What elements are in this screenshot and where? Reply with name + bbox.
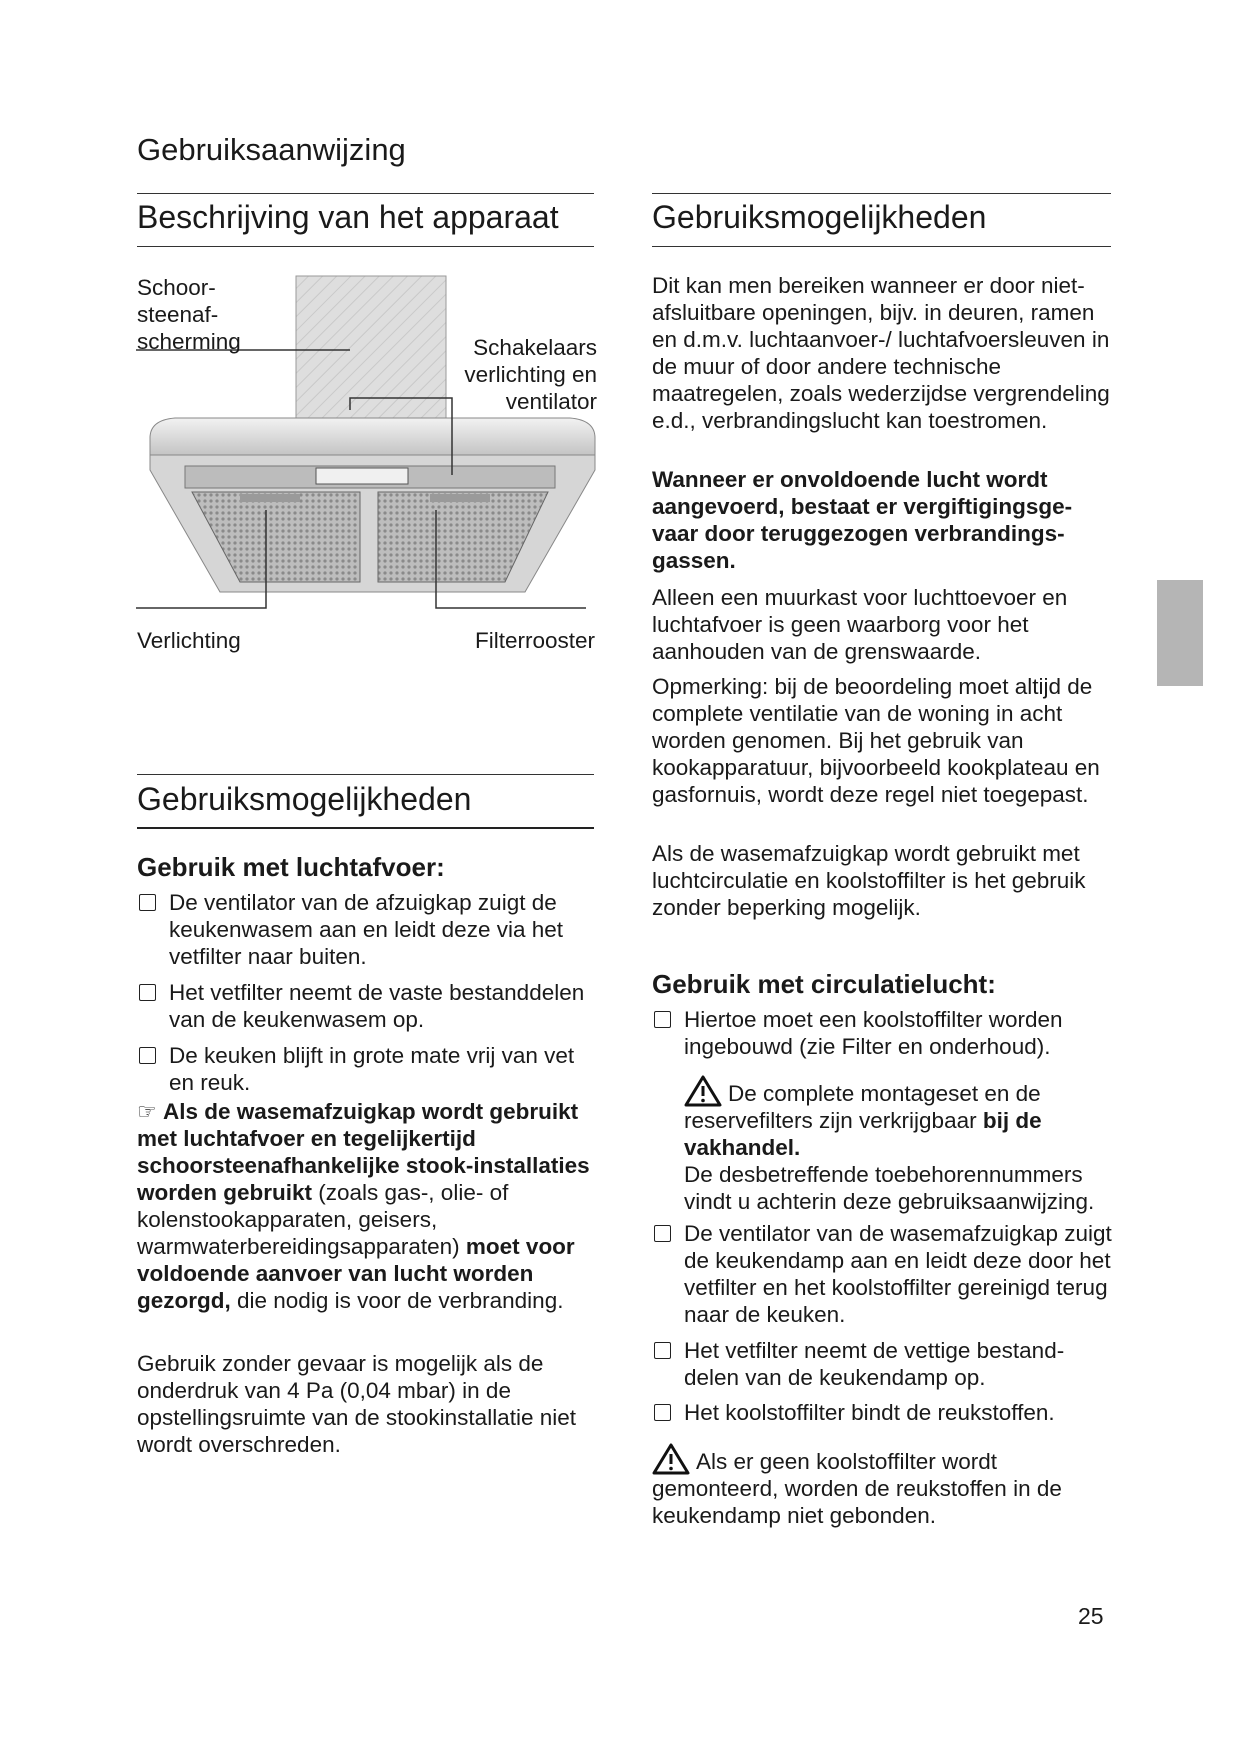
exhaust-item: Het vetfilter neemt de vaste bestanddelen van de keukenwasem op.	[139, 979, 594, 1033]
section-title-usage-left: Gebruiksmogelijkheden	[137, 781, 472, 817]
label-chimney: Schoor- steenaf- scherming	[137, 275, 241, 354]
warning-no-carbon-filter: Als er geen koolstoffilter wordt gemonteerd, worden de reukstoffen in de keukendamp niet gebonden.	[652, 1443, 1114, 1529]
label-switches: Schakelaars verlichting en ventilator	[464, 335, 597, 414]
paragraph-circulation: Als de wasemafzuigkap wordt gebruikt met luchtcirculatie en koolstoffilter is het gebruik zonder beperking mogelijk.	[652, 841, 1086, 920]
paragraph-air-supply: Dit kan men bereiken wanneer er door niet-afsluitbare openingen, bijv. in deuren, ramen en d.m.v. luchtaanvoer-/ luchtafvoersleuven in de muur of door andere technische maatregelen, zoals wederzijdse vergrendeling e.d., verbrandingslucht kan toestromen.	[652, 273, 1110, 433]
chimney-cover	[296, 276, 446, 438]
light-left	[240, 494, 300, 502]
checkbox-icon	[139, 894, 156, 911]
switch-panel	[316, 468, 408, 484]
rule-top-usage-left	[137, 774, 594, 775]
subheading-circulation: Gebruik met circulatielucht:	[652, 969, 996, 999]
exhaust-warning-note: ☞ Als de wasemafzuigkap wordt gebruikt met luchtafvoer en tegelijkertijd schoorsteenafhankelijke stook-installaties worden gebruikt (zoals gas-, olie- of kolenstookapparaten, geisers, warmwaterbereidingsapparaten) moet voor voldoende aanvoer van lucht worden gezorgd, die nodig is voor de verbranding.	[137, 1099, 590, 1313]
warning-triangle-icon	[652, 1443, 690, 1475]
rule-top-right	[652, 193, 1111, 194]
checkbox-icon	[654, 1011, 671, 1028]
exhaust-item: De keuken blijft in grote mate vrij van vet en reuk.	[139, 1042, 594, 1096]
circulation-item: Hiertoe moet een koolstoffilter worden ingebouwd (zie Filter en onderhoud).	[654, 1006, 1112, 1060]
warning-triangle-icon	[684, 1075, 722, 1107]
rule-under-usage-left	[137, 827, 594, 829]
warning-montage-set: De complete montageset en de reservefilters zijn verkrijgbaar bij de vakhandel. De desbetreffende toebehorennummers vindt u achterin deze gebruiksaanwijzing.	[684, 1075, 1114, 1215]
rule-under-description	[137, 246, 594, 247]
page-number: 25	[1078, 1603, 1104, 1629]
checkbox-icon	[139, 1047, 156, 1064]
pointing-hand-icon: ☞	[137, 1099, 157, 1124]
circulation-item: Het koolstoffilter bindt de reukstoffen.	[654, 1399, 1112, 1426]
rule-under-usage-right	[652, 246, 1111, 247]
label-filter: Filterrooster	[474, 628, 595, 653]
circulation-item: De ventilator van de wasemafzuigkap zuigt de keukendamp aan en leidt deze door het vetfilter en het koolstoffilter gereinigd terug naar de keuken.	[654, 1220, 1112, 1328]
section-title-usage-right: Gebruiksmogelijkheden	[652, 199, 987, 235]
checkbox-icon	[654, 1342, 671, 1359]
paragraph-remark: Opmerking: bij de beoordeling moet altijd de complete ventilatie van de woning in acht worden genomen. Bij het gebruik van kookapparatuur, bijvoorbeeld kookplateau en gasfornuis, wordt deze regel niet toegepast.	[652, 674, 1100, 807]
label-lighting: Verlichting	[137, 628, 241, 653]
exhaust-item: De ventilator van de afzuigkap zuigt de keukenwasem aan en leidt deze via het vetfilter naar buiten.	[139, 889, 594, 970]
rule-top-left	[137, 193, 594, 194]
paragraph-poison-warning: Wanneer er onvoldoende lucht wordt aangevoerd, bestaat er vergiftigingsge-vaar door teruggezogen verbrandings-gassen.	[652, 467, 1073, 573]
paragraph-wall-unit: Alleen een muurkast voor luchttoevoer en luchtafvoer is geen waarborg voor het aanhouden van de grenswaarde.	[652, 585, 1068, 664]
document-title: Gebruiksaanwijzing	[137, 132, 406, 167]
safe-use-paragraph: Gebruik zonder gevaar is mogelijk als de onderdruk van 4 Pa (0,04 mbar) in de opstellingsruimte van de stookinstallatie niet wordt overschreden.	[137, 1351, 576, 1457]
checkbox-icon	[654, 1225, 671, 1242]
subheading-exhaust: Gebruik met luchtafvoer:	[137, 852, 445, 882]
checkbox-icon	[654, 1404, 671, 1421]
circulation-item: Het vetfilter neemt de vettige bestand-delen van de keukendamp op.	[654, 1337, 1112, 1391]
checkbox-icon	[139, 984, 156, 1001]
hood-canopy	[150, 418, 595, 455]
light-right	[430, 494, 490, 502]
section-tab-marker	[1157, 580, 1203, 686]
section-title-description: Beschrijving van het apparaat	[137, 199, 559, 235]
